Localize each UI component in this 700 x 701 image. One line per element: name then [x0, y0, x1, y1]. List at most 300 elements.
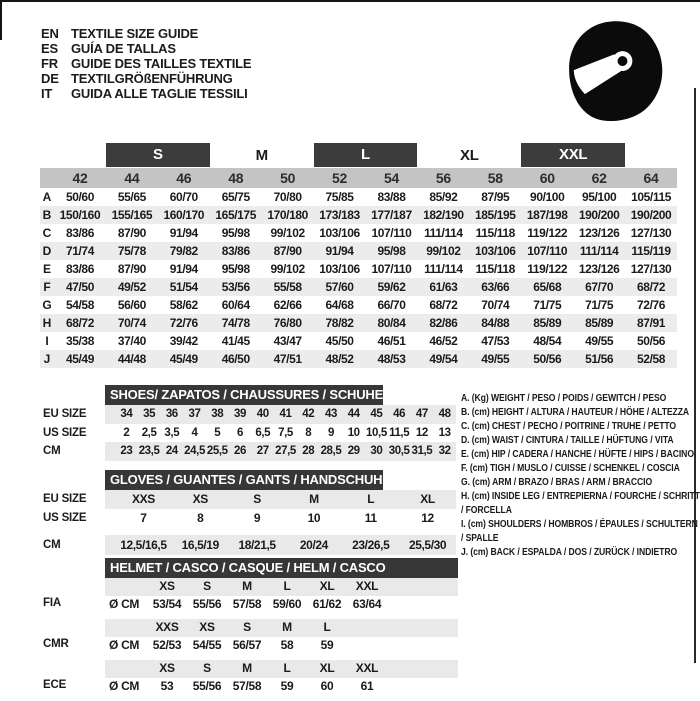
shoes-value: 32	[438, 445, 451, 457]
shoes-value: 23,5	[138, 445, 160, 457]
gloves-rows	[43, 490, 456, 555]
shoes-value: 4	[191, 426, 198, 439]
size-value: 91/94	[169, 226, 198, 240]
size-value: 45/49	[65, 352, 94, 366]
shoes-value: 2	[123, 426, 130, 439]
shoes-value: 27	[256, 445, 269, 457]
gloves-value: XXS	[132, 492, 155, 506]
helmet-value: 54/55	[192, 637, 222, 652]
size-value: 187/198	[526, 208, 568, 222]
language-row	[41, 41, 251, 56]
size-value: 70/80	[273, 190, 302, 204]
shoes-value: 25,5	[206, 445, 228, 457]
legend-item: J. (cm) BACK / ESPALDA / DOS / ZURÜCK / INDIETRO	[461, 546, 678, 558]
size-value: 64/68	[325, 298, 354, 312]
size-number: 56	[435, 170, 451, 186]
size-value: 68/72	[637, 280, 666, 294]
helmet-value: 55/56	[192, 678, 222, 693]
size-value: 51/56	[585, 352, 614, 366]
size-value: 107/110	[371, 226, 412, 240]
size-row-label: I	[45, 334, 49, 348]
size-value: 37/40	[117, 334, 146, 348]
helmet-section	[43, 558, 458, 701]
legend-item: G. (cm) ARM / BRAZO / BRAS / ARM / BRACCIO	[461, 476, 653, 488]
size-value: 111/114	[424, 262, 463, 276]
size-value: 99/102	[270, 262, 305, 276]
size-value: 85/89	[533, 316, 562, 330]
shoes-row	[43, 442, 456, 461]
language-code: EN	[41, 26, 59, 41]
size-row	[40, 224, 677, 242]
size-value: 39/42	[169, 334, 198, 348]
gloves-row-label: US SIZE	[43, 511, 87, 524]
size-value: 177/187	[371, 208, 412, 222]
shoes-value: 12	[415, 426, 428, 439]
size-number: 52	[332, 170, 348, 186]
size-value: 170/180	[267, 208, 308, 222]
helmet-standard-label: FIA	[43, 597, 61, 609]
gloves-value: 8	[197, 510, 204, 525]
size-value: 115/118	[475, 226, 515, 240]
gloves-value: 12,5/16,5	[120, 538, 167, 552]
gloves-header: GLOVES / GUANTES / GANTS / HANDSCHUHE / GUANTI	[105, 470, 383, 490]
size-value: 65/75	[221, 190, 250, 204]
helmet-values-row	[105, 637, 458, 655]
shoes-value: 23	[120, 445, 133, 457]
shoes-value: 41	[279, 408, 292, 420]
size-value: 60/70	[169, 190, 198, 204]
helmet-sizes-row	[105, 578, 458, 596]
size-value: 61/63	[429, 280, 458, 294]
helmet-sizes-row	[105, 619, 458, 637]
helmet-value: 59	[280, 678, 294, 693]
helmet-value: 57/58	[232, 596, 262, 611]
size-value: 107/110	[371, 262, 412, 276]
legend-item: C. (cm) CHEST / PECHO / POITRINE / TRUHE / PETTO	[461, 420, 677, 432]
shoes-value: 6,5	[255, 426, 271, 439]
size-value: 160/170	[163, 208, 205, 222]
size-value: 76/80	[273, 316, 302, 330]
size-row-label: J	[43, 352, 51, 366]
size-value: 49/52	[117, 280, 146, 294]
size-row	[40, 332, 677, 350]
size-value: 51/54	[169, 280, 198, 294]
helmet-standard-label: CMR	[43, 638, 69, 650]
helmet-value: 61	[360, 678, 374, 693]
size-number: 46	[176, 170, 192, 186]
size-value: 90/100	[530, 190, 565, 204]
size-value: 50/60	[65, 190, 94, 204]
helmet-standard-group	[43, 578, 458, 613]
size-value: 111/114	[424, 226, 463, 240]
size-value: 87/91	[637, 316, 666, 330]
size-number: 64	[643, 170, 659, 186]
size-value: 182/190	[423, 208, 464, 222]
gloves-row	[43, 535, 456, 555]
size-row	[40, 296, 677, 314]
size-value: 71/75	[533, 298, 562, 312]
size-value: 87/90	[117, 226, 146, 240]
legend-item: A. (Kg) WEIGHT / PESO / POIDS / GEWITCH / PESO	[461, 392, 667, 404]
size-value: 55/58	[273, 280, 302, 294]
shoes-value: 27,5	[275, 445, 296, 457]
size-value: 55/65	[117, 190, 146, 204]
size-value: 48/54	[533, 334, 562, 348]
shoes-value: 7,5	[278, 426, 293, 439]
size-value: 103/106	[475, 244, 516, 258]
size-row-label: D	[42, 244, 52, 258]
size-value: 62/66	[273, 298, 302, 312]
shoes-value: 44	[347, 408, 360, 420]
shoes-section	[43, 385, 456, 461]
helmet-size: S	[203, 661, 211, 675]
size-value: 95/100	[581, 190, 617, 204]
size-number: 54	[383, 170, 399, 186]
shoes-value: 37	[188, 408, 201, 420]
size-row-label: C	[42, 226, 52, 240]
shoes-value: 3,5	[164, 426, 180, 439]
gloves-value: 11	[364, 510, 377, 525]
size-value: 123/126	[578, 226, 620, 240]
shoes-row	[43, 405, 456, 424]
gloves-value: XS	[192, 492, 208, 506]
diameter-unit-label: Ø CM	[109, 678, 140, 693]
shoes-value: 31,5	[411, 445, 433, 457]
size-value: 87/90	[273, 244, 302, 258]
helmet-value: 60	[320, 678, 334, 693]
size-value: 127/130	[630, 262, 672, 276]
helmet-value: 61/62	[312, 596, 342, 611]
helmet-value: 63/64	[352, 596, 382, 611]
size-value: 115/118	[475, 262, 515, 276]
gloves-value: S	[253, 492, 261, 506]
shoes-value: 29	[347, 445, 360, 457]
shoes-row-label: CM	[43, 445, 61, 457]
language-title: GUIDA ALLE TAGLIE TESSILI	[71, 86, 248, 101]
size-value: 155/165	[111, 208, 153, 222]
size-value: 79/82	[169, 244, 198, 258]
shoes-value: 6	[237, 426, 244, 439]
gloves-value: 23/26,5	[352, 538, 390, 552]
language-row	[41, 71, 251, 86]
size-value: 87/95	[481, 190, 510, 204]
size-value: 70/74	[117, 316, 146, 330]
helmet-row-spacer	[105, 578, 147, 596]
language-code: FR	[41, 56, 58, 71]
size-value: 45/50	[325, 334, 354, 348]
language-title: TEXTILE SIZE GUIDE	[71, 26, 199, 41]
size-value: 95/98	[377, 244, 406, 258]
legend-item: B. (cm) HEIGHT / ALTURA / HAUTEUR / HÖHE / ALTEZZA	[461, 406, 690, 418]
size-value: 85/89	[585, 316, 614, 330]
helmet-size: S	[243, 620, 251, 634]
frame-right-line	[694, 88, 696, 663]
shoes-header: SHOES/ ZAPATOS / CHAUSSURES / SCHUHE / SCARPE	[105, 385, 383, 405]
helmet-size: L	[323, 620, 331, 634]
shoes-value: 9	[327, 426, 334, 439]
gloves-value: M	[309, 492, 319, 506]
racing-helmet-icon	[560, 16, 670, 126]
helmet-sizes-row	[105, 660, 458, 678]
shoes-value: 39	[234, 408, 247, 420]
helmet-size: XL	[319, 579, 335, 593]
size-group-xxl: XXL	[521, 143, 625, 167]
size-value: 35/38	[65, 334, 94, 348]
helmet-row-spacer	[105, 660, 147, 678]
measurement-legend	[461, 391, 700, 559]
size-value: 50/56	[533, 352, 562, 366]
shoes-value: 28	[302, 445, 315, 457]
diameter-unit-label: Ø CM	[109, 637, 140, 652]
size-value: 67/70	[585, 280, 614, 294]
gloves-row	[43, 490, 456, 509]
size-number: 42	[72, 170, 88, 186]
helmet-standard-group	[43, 660, 458, 695]
size-row-label: E	[42, 262, 51, 276]
size-value: 71/75	[585, 298, 614, 312]
helmet-row-spacer	[105, 619, 147, 637]
helmet-size: XXS	[155, 620, 179, 634]
size-value: 45/49	[169, 352, 198, 366]
gloves-value: XL	[420, 492, 435, 506]
size-value: 190/200	[630, 208, 672, 222]
size-value: 150/160	[59, 208, 101, 222]
size-value: 83/86	[65, 262, 94, 276]
size-value: 103/106	[319, 226, 360, 240]
shoes-value: 38	[211, 408, 224, 420]
size-value: 46/52	[429, 334, 458, 348]
shoes-value: 30	[370, 445, 383, 457]
shoes-row	[43, 424, 456, 443]
helmet-size: M	[242, 661, 252, 675]
size-row	[40, 278, 677, 296]
size-number-band	[40, 168, 677, 188]
size-row-label: A	[42, 190, 52, 204]
shoes-value: 2,5	[141, 426, 157, 439]
helmet-values-row	[105, 678, 458, 696]
size-value: 83/86	[221, 244, 250, 258]
size-number: 48	[228, 170, 244, 186]
size-value: 70/74	[481, 298, 510, 312]
size-group-row	[40, 142, 677, 168]
legend-item: D. (cm) WAIST / CINTURA / TAILLE / HÜFTUNG / VITA	[461, 434, 674, 446]
shoes-value: 45	[370, 408, 383, 420]
size-row-label: G	[42, 298, 52, 312]
size-value: 60/64	[221, 298, 250, 312]
size-row-label: H	[42, 316, 52, 330]
language-code: IT	[41, 86, 53, 101]
shoes-rows	[43, 405, 456, 461]
size-row	[40, 206, 677, 224]
shoes-value: 47	[415, 408, 428, 420]
size-value: 72/76	[169, 316, 198, 330]
size-number: 50	[280, 170, 296, 186]
size-value: 127/130	[630, 226, 672, 240]
helmet-size: L	[283, 579, 291, 593]
size-value: 71/74	[65, 244, 94, 258]
size-value: 165/175	[215, 208, 256, 222]
helmet-value: 59	[320, 637, 334, 652]
helmet-value: 56/57	[232, 637, 262, 652]
helmet-size: S	[203, 579, 211, 593]
gloves-value: 16,5/19	[181, 538, 219, 552]
size-value: 65/68	[533, 280, 562, 294]
shoes-value: 24,5	[184, 445, 205, 457]
size-value: 47/51	[273, 352, 302, 366]
size-group-s: S	[106, 143, 210, 167]
size-value: 87/90	[117, 262, 146, 276]
helmet-size: XS	[199, 620, 215, 634]
shoes-value: 36	[165, 408, 178, 420]
shoes-value: 43	[324, 408, 337, 420]
language-row	[41, 26, 251, 41]
helmet-value: 59/60	[272, 596, 302, 611]
shoes-value: 40	[256, 408, 269, 420]
frame-left-line	[0, 0, 2, 40]
gloves-value: 18/21,5	[238, 538, 276, 552]
helmet-standard-group	[43, 619, 458, 654]
size-rows	[40, 188, 677, 368]
language-code: ES	[41, 41, 58, 56]
legend-item: I. (cm) SHOULDERS / HOMBROS / ÉPAULES / SCHULTERN / SPALLE	[461, 518, 698, 544]
size-value: 47/50	[65, 280, 94, 294]
size-value: 190/200	[578, 208, 620, 222]
size-number: 60	[539, 170, 555, 186]
size-value: 119/122	[527, 226, 568, 240]
size-value: 99/102	[270, 226, 305, 240]
size-group-xl: XL	[460, 146, 479, 164]
size-value: 111/114	[579, 244, 619, 258]
size-value: 115/119	[631, 244, 671, 258]
shoes-value: 35	[143, 408, 156, 420]
shoes-value: 46	[393, 408, 406, 420]
gloves-value: 9	[253, 510, 261, 525]
gloves-value: L	[367, 492, 375, 506]
helmet-size: XS	[159, 579, 175, 593]
shoes-value: 48	[438, 408, 451, 420]
size-value: 48/53	[377, 352, 406, 366]
helmet-value: 58	[280, 637, 294, 652]
size-value: 63/66	[481, 280, 510, 294]
gloves-value: 12	[421, 510, 434, 525]
size-value: 49/55	[585, 334, 614, 348]
language-title: GUÍA DE TALLAS	[71, 41, 176, 56]
size-value: 68/72	[65, 316, 94, 330]
helmet-size: M	[242, 579, 252, 593]
language-title: GUIDE DES TAILLES TEXTILE	[71, 56, 252, 71]
size-value: 107/110	[527, 244, 568, 258]
size-number: 44	[124, 170, 140, 186]
size-row	[40, 314, 677, 332]
size-value: 85/92	[429, 190, 458, 204]
helmet-size: XXL	[355, 661, 379, 675]
shoes-value: 42	[302, 408, 315, 420]
diameter-unit-label: Ø CM	[109, 596, 140, 611]
size-value: 83/88	[377, 190, 406, 204]
size-value: 74/78	[221, 316, 250, 330]
shoes-value: 8	[305, 426, 312, 439]
gloves-row-label: CM	[43, 539, 61, 551]
size-value: 78/82	[325, 316, 354, 330]
textile-size-table	[40, 142, 677, 368]
language-list	[41, 26, 251, 101]
frame-top-line	[0, 0, 700, 2]
helmet-value: 57/58	[232, 678, 262, 693]
shoes-value: 10,5	[366, 426, 387, 439]
size-value: 173/183	[319, 208, 360, 222]
size-group-m: M	[255, 146, 268, 164]
gloves-value: 20/24	[299, 538, 328, 552]
size-row	[40, 188, 677, 206]
gloves-row-label: EU SIZE	[43, 493, 87, 505]
size-value: 44/48	[117, 352, 146, 366]
helmet-header: HELMET / CASCO / CASQUE / HELM / CASCO	[105, 558, 458, 578]
shoes-value: 28,5	[320, 445, 342, 457]
helmet-values-row	[105, 596, 458, 614]
size-value: 54/58	[65, 298, 94, 312]
size-number: 62	[591, 170, 607, 186]
size-row	[40, 260, 677, 278]
size-value: 66/70	[377, 298, 406, 312]
shoes-value: 34	[120, 408, 133, 420]
size-value: 41/45	[221, 334, 250, 348]
size-value: 91/94	[325, 244, 354, 258]
gloves-value: 7	[140, 510, 147, 525]
size-value: 57/60	[325, 280, 354, 294]
size-value: 68/72	[429, 298, 458, 312]
size-value: 48/52	[325, 352, 354, 366]
helmet-standard-label: ECE	[43, 679, 67, 691]
size-value: 56/60	[117, 298, 146, 312]
size-row	[40, 350, 677, 368]
shoes-row-label: US SIZE	[43, 426, 87, 439]
helmet-value: 55/56	[192, 596, 222, 611]
size-value: 75/78	[117, 244, 146, 258]
size-value: 185/195	[475, 208, 516, 222]
language-row	[41, 56, 251, 71]
size-value: 99/102	[426, 244, 461, 258]
gloves-row	[43, 509, 456, 528]
shoes-value: 5	[214, 426, 221, 439]
size-value: 49/54	[429, 352, 458, 366]
size-value: 82/86	[429, 316, 458, 330]
shoes-value: 11,5	[389, 426, 410, 439]
size-value: 58/62	[169, 298, 198, 312]
gloves-value: 10	[307, 510, 321, 525]
size-row-label: F	[43, 280, 51, 294]
size-group-l: L	[314, 143, 418, 167]
helmet-value: 53/54	[152, 596, 182, 611]
size-value: 95/98	[221, 262, 250, 276]
size-value: 46/51	[377, 334, 406, 348]
band-spacer	[40, 168, 54, 188]
helmet-groups	[43, 578, 458, 695]
size-value: 43/47	[273, 334, 302, 348]
size-value: 75/85	[325, 190, 354, 204]
shoes-value: 30,5	[388, 445, 410, 457]
size-value: 123/126	[578, 262, 620, 276]
size-value: 49/55	[481, 352, 510, 366]
shoes-value: 24	[165, 445, 178, 457]
helmet-size: XS	[159, 661, 175, 675]
shoes-row-label: EU SIZE	[43, 408, 87, 420]
size-value: 52/58	[637, 352, 666, 366]
size-value: 119/122	[527, 262, 568, 276]
size-value: 91/94	[169, 262, 198, 276]
size-value: 105/115	[631, 190, 671, 204]
size-number: 58	[487, 170, 503, 186]
helmet-size: XXL	[355, 579, 379, 593]
